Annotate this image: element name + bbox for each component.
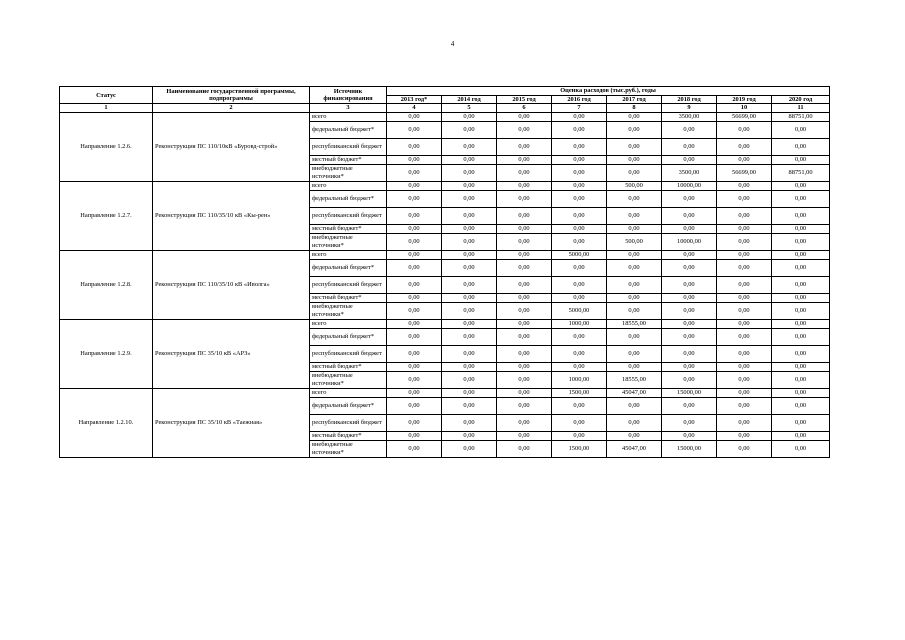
- header-source: Источник финансирования: [310, 87, 387, 104]
- expense-value: 10000,00: [662, 181, 717, 190]
- expense-value: 0,00: [607, 164, 662, 181]
- header-year: 2016 год: [552, 96, 607, 104]
- expense-value: 0,00: [662, 293, 717, 302]
- expense-value: 0,00: [717, 293, 772, 302]
- direction-name: Реконструкция ПС 35/10 кВ «АРЗ»: [153, 319, 310, 388]
- expense-value: 0,00: [772, 371, 830, 388]
- expense-value: 0,00: [387, 414, 442, 431]
- expense-value: 0,00: [552, 121, 607, 138]
- funding-source: местный бюджет*: [310, 293, 387, 302]
- expense-value: 0,00: [442, 397, 497, 414]
- expense-value: 0,00: [772, 302, 830, 319]
- expense-value: 0,00: [552, 233, 607, 250]
- expense-value: 0,00: [607, 259, 662, 276]
- expense-value: 0,00: [387, 207, 442, 224]
- column-number: 8: [607, 104, 662, 112]
- direction-status: Направление 1.2.6.: [60, 112, 153, 181]
- expense-value: 0,00: [717, 371, 772, 388]
- expense-value: 0,00: [497, 328, 552, 345]
- expense-value: 0,00: [607, 121, 662, 138]
- column-number: 10: [717, 104, 772, 112]
- expense-value: 0,00: [497, 138, 552, 155]
- expense-value: 0,00: [552, 414, 607, 431]
- expense-value: 0,00: [442, 250, 497, 259]
- expense-value: 0,00: [772, 431, 830, 440]
- direction-status: Направление 1.2.10.: [60, 388, 153, 457]
- expense-value: 0,00: [552, 293, 607, 302]
- expense-value: 0,00: [607, 276, 662, 293]
- expense-value: 0,00: [442, 190, 497, 207]
- expense-value: 0,00: [552, 190, 607, 207]
- table-row: [60, 388, 830, 397]
- header-status: Статус: [60, 87, 153, 104]
- table-row: [60, 112, 830, 121]
- expense-value: 0,00: [387, 181, 442, 190]
- expense-value: 0,00: [717, 155, 772, 164]
- expense-value: 0,00: [387, 121, 442, 138]
- expense-value: 0,00: [662, 121, 717, 138]
- expense-value: 0,00: [717, 397, 772, 414]
- expense-value: 0,00: [772, 207, 830, 224]
- expense-value: 0,00: [662, 190, 717, 207]
- column-number: 7: [552, 104, 607, 112]
- expense-value: 0,00: [772, 224, 830, 233]
- expense-value: 0,00: [387, 250, 442, 259]
- column-number: 9: [662, 104, 717, 112]
- expense-value: 0,00: [717, 388, 772, 397]
- expense-value: 0,00: [717, 233, 772, 250]
- funding-source: внебюджетные источники*: [310, 440, 387, 457]
- expense-value: 0,00: [442, 164, 497, 181]
- expense-value: 0,00: [717, 138, 772, 155]
- expense-value: 0,00: [607, 414, 662, 431]
- expense-value: 0,00: [607, 328, 662, 345]
- funding-source: местный бюджет*: [310, 431, 387, 440]
- expense-value: 1500,00: [552, 388, 607, 397]
- expense-value: 0,00: [442, 362, 497, 371]
- funding-source: федеральный бюджет*: [310, 121, 387, 138]
- expense-value: 56699,00: [717, 112, 772, 121]
- expense-value: 0,00: [552, 345, 607, 362]
- expense-value: 0,00: [442, 440, 497, 457]
- expense-value: 0,00: [717, 250, 772, 259]
- expense-value: 0,00: [552, 112, 607, 121]
- funding-source: всего: [310, 388, 387, 397]
- expense-value: 0,00: [662, 250, 717, 259]
- expense-value: 0,00: [607, 293, 662, 302]
- expense-value: 0,00: [497, 319, 552, 328]
- expense-value: 0,00: [497, 121, 552, 138]
- expense-value: 0,00: [607, 155, 662, 164]
- expense-value: 3500,00: [662, 164, 717, 181]
- direction-name: Реконструкция ПС 35/10 кВ «Таежная»: [153, 388, 310, 457]
- expense-value: 0,00: [772, 276, 830, 293]
- expense-value: 0,00: [387, 190, 442, 207]
- expense-value: 0,00: [662, 362, 717, 371]
- expense-value: 1000,00: [552, 319, 607, 328]
- funding-source: всего: [310, 319, 387, 328]
- expense-value: 0,00: [662, 207, 717, 224]
- table-row: [60, 250, 830, 259]
- expense-value: 0,00: [717, 207, 772, 224]
- expense-value: 0,00: [662, 371, 717, 388]
- expense-value: 0,00: [387, 164, 442, 181]
- expense-value: 0,00: [497, 371, 552, 388]
- expense-value: 0,00: [717, 121, 772, 138]
- expense-value: 0,00: [772, 345, 830, 362]
- page-number: 4: [450, 40, 455, 48]
- expense-value: 0,00: [552, 181, 607, 190]
- expense-value: 0,00: [387, 112, 442, 121]
- expense-value: 0,00: [442, 121, 497, 138]
- funding-source: республиканский бюджет: [310, 414, 387, 431]
- expense-value: 0,00: [662, 328, 717, 345]
- funding-source: всего: [310, 250, 387, 259]
- expense-value: 0,00: [717, 224, 772, 233]
- direction-name: Реконструкция ПС 110/35/10 кВ «Кы-рен»: [153, 181, 310, 250]
- expense-value: 0,00: [607, 112, 662, 121]
- expense-value: 0,00: [607, 207, 662, 224]
- expense-value: 0,00: [497, 362, 552, 371]
- expense-value: 1500,00: [552, 440, 607, 457]
- column-number: 3: [310, 104, 387, 112]
- funding-source: республиканский бюджет: [310, 345, 387, 362]
- expense-value: 0,00: [442, 302, 497, 319]
- expense-value: 10000,00: [662, 233, 717, 250]
- expense-value: 0,00: [662, 155, 717, 164]
- expense-value: 0,00: [717, 319, 772, 328]
- expense-value: 18555,00: [607, 319, 662, 328]
- expense-value: 0,00: [497, 440, 552, 457]
- expense-value: 0,00: [662, 276, 717, 293]
- expense-value: 0,00: [552, 259, 607, 276]
- expense-value: 88751,00: [772, 112, 830, 121]
- expense-value: 0,00: [442, 224, 497, 233]
- header-year: 2018 год: [662, 96, 717, 104]
- funding-source: федеральный бюджет*: [310, 259, 387, 276]
- expense-value: 0,00: [497, 345, 552, 362]
- expense-value: 0,00: [717, 440, 772, 457]
- column-number: 1: [60, 104, 153, 112]
- expense-value: 0,00: [387, 259, 442, 276]
- funding-source: республиканский бюджет: [310, 138, 387, 155]
- expense-value: 0,00: [772, 328, 830, 345]
- expense-value: 0,00: [717, 345, 772, 362]
- expense-value: 0,00: [387, 319, 442, 328]
- expense-value: 0,00: [387, 345, 442, 362]
- expense-value: 0,00: [442, 371, 497, 388]
- direction-status: Направление 1.2.8.: [60, 250, 153, 319]
- header-year: 2017 год: [607, 96, 662, 104]
- expense-value: 0,00: [717, 302, 772, 319]
- expense-value: 0,00: [662, 345, 717, 362]
- header-year: 2015 год: [497, 96, 552, 104]
- expense-value: 0,00: [497, 293, 552, 302]
- header-expenses: Оценка расходов (тыс.руб.), годы: [387, 87, 830, 96]
- funding-source: республиканский бюджет: [310, 276, 387, 293]
- expense-value: 0,00: [662, 414, 717, 431]
- expense-value: 0,00: [387, 293, 442, 302]
- column-number: 6: [497, 104, 552, 112]
- expense-value: 0,00: [497, 259, 552, 276]
- expense-value: 0,00: [552, 155, 607, 164]
- expense-value: 0,00: [497, 302, 552, 319]
- expense-value: 0,00: [607, 224, 662, 233]
- expense-value: 15000,00: [662, 440, 717, 457]
- header-program-name: Наименование государственной программы, подпрограммы: [153, 87, 310, 104]
- expense-value: 0,00: [442, 328, 497, 345]
- expense-value: 0,00: [442, 259, 497, 276]
- expense-value: 0,00: [772, 121, 830, 138]
- expense-value: 0,00: [717, 362, 772, 371]
- expense-value: 3500,00: [662, 112, 717, 121]
- expense-value: 0,00: [442, 414, 497, 431]
- direction-status: Направление 1.2.7.: [60, 181, 153, 250]
- expense-value: 0,00: [442, 207, 497, 224]
- expense-value: 0,00: [662, 138, 717, 155]
- expense-value: 0,00: [662, 224, 717, 233]
- expense-value: 0,00: [442, 112, 497, 121]
- funding-source: местный бюджет*: [310, 155, 387, 164]
- expense-value: 0,00: [662, 259, 717, 276]
- funding-source: федеральный бюджет*: [310, 190, 387, 207]
- direction-status: Направление 1.2.9.: [60, 319, 153, 388]
- expense-value: 0,00: [442, 233, 497, 250]
- expense-value: 0,00: [552, 328, 607, 345]
- expense-value: 0,00: [772, 138, 830, 155]
- expense-value: 0,00: [607, 362, 662, 371]
- expense-value: 0,00: [552, 431, 607, 440]
- funding-source: всего: [310, 181, 387, 190]
- expense-value: 0,00: [772, 362, 830, 371]
- expense-value: 0,00: [772, 388, 830, 397]
- expense-value: 0,00: [717, 414, 772, 431]
- expense-value: 0,00: [497, 250, 552, 259]
- column-number: 2: [153, 104, 310, 112]
- expense-value: 0,00: [442, 431, 497, 440]
- expense-value: 0,00: [607, 302, 662, 319]
- funding-source: федеральный бюджет*: [310, 397, 387, 414]
- header-year: 2013 год*: [387, 96, 442, 104]
- expense-value: 0,00: [717, 181, 772, 190]
- direction-name: Реконструкция ПС 110/10кВ «Буровд-строй»: [153, 112, 310, 181]
- direction-name: Реконструкция ПС 110/35/10 кВ «Иволга»: [153, 250, 310, 319]
- expense-value: 0,00: [662, 319, 717, 328]
- expense-value: 0,00: [662, 397, 717, 414]
- expense-value: 56699,00: [717, 164, 772, 181]
- expense-value: 0,00: [772, 397, 830, 414]
- expense-value: 0,00: [442, 181, 497, 190]
- expense-value: 0,00: [497, 224, 552, 233]
- expense-value: 0,00: [607, 190, 662, 207]
- expense-value: 0,00: [387, 138, 442, 155]
- expense-value: 5000,00: [552, 302, 607, 319]
- expense-value: 0,00: [772, 250, 830, 259]
- expense-value: 0,00: [552, 276, 607, 293]
- expense-value: 0,00: [497, 276, 552, 293]
- funding-source: местный бюджет*: [310, 362, 387, 371]
- expense-value: 0,00: [552, 207, 607, 224]
- expense-value: 0,00: [772, 233, 830, 250]
- expense-value: 0,00: [387, 440, 442, 457]
- expense-value: 0,00: [387, 371, 442, 388]
- column-number: 4: [387, 104, 442, 112]
- expense-value: 0,00: [387, 397, 442, 414]
- table-body: [60, 112, 830, 457]
- expense-value: 0,00: [772, 414, 830, 431]
- expense-value: 0,00: [717, 259, 772, 276]
- header-year: 2020 год: [772, 96, 830, 104]
- expense-value: 15000,00: [662, 388, 717, 397]
- expense-value: 0,00: [387, 431, 442, 440]
- expense-value: 45047,00: [607, 440, 662, 457]
- expense-value: 0,00: [607, 431, 662, 440]
- expense-value: 5000,00: [552, 250, 607, 259]
- funding-source: внебюджетные источники*: [310, 233, 387, 250]
- expense-value: 0,00: [442, 138, 497, 155]
- expense-value: 0,00: [552, 138, 607, 155]
- expense-value: 18555,00: [607, 371, 662, 388]
- expense-value: 1000,00: [552, 371, 607, 388]
- funding-source: местный бюджет*: [310, 224, 387, 233]
- expense-value: 0,00: [717, 190, 772, 207]
- expense-value: 0,00: [497, 155, 552, 164]
- expense-value: 0,00: [662, 302, 717, 319]
- expense-value: 0,00: [442, 319, 497, 328]
- expense-value: 500,00: [607, 233, 662, 250]
- expense-value: 0,00: [772, 181, 830, 190]
- expense-value: 0,00: [552, 164, 607, 181]
- expense-value: 0,00: [552, 397, 607, 414]
- expense-value: 0,00: [772, 190, 830, 207]
- expense-value: 45047,00: [607, 388, 662, 397]
- expense-value: 0,00: [497, 181, 552, 190]
- expense-value: 0,00: [552, 224, 607, 233]
- expense-value: 0,00: [497, 112, 552, 121]
- expense-value: 0,00: [772, 293, 830, 302]
- expense-value: 0,00: [497, 414, 552, 431]
- expense-value: 0,00: [387, 233, 442, 250]
- table-row: [60, 319, 830, 328]
- funding-source: внебюджетные источники*: [310, 164, 387, 181]
- expense-value: 0,00: [607, 397, 662, 414]
- expense-value: 0,00: [387, 388, 442, 397]
- expense-value: 0,00: [717, 276, 772, 293]
- expense-value: 0,00: [387, 224, 442, 233]
- expense-value: 0,00: [772, 440, 830, 457]
- expense-value: 0,00: [442, 345, 497, 362]
- expense-value: 0,00: [717, 431, 772, 440]
- expense-value: 0,00: [497, 207, 552, 224]
- expense-value: 0,00: [442, 388, 497, 397]
- funding-source: внебюджетные источники*: [310, 302, 387, 319]
- expense-value: 0,00: [772, 155, 830, 164]
- column-number: 5: [442, 104, 497, 112]
- expense-value: 0,00: [442, 293, 497, 302]
- expense-value: 0,00: [387, 328, 442, 345]
- expense-value: 0,00: [442, 155, 497, 164]
- expense-value: 0,00: [607, 345, 662, 362]
- expense-value: 0,00: [497, 388, 552, 397]
- expense-value: 88751,00: [772, 164, 830, 181]
- expense-value: 0,00: [387, 155, 442, 164]
- funding-source: всего: [310, 112, 387, 121]
- expense-value: 0,00: [772, 319, 830, 328]
- budget-table: [59, 86, 830, 458]
- expense-value: 0,00: [497, 190, 552, 207]
- funding-source: республиканский бюджет: [310, 207, 387, 224]
- expense-value: 0,00: [607, 138, 662, 155]
- expense-value: 0,00: [497, 431, 552, 440]
- expense-value: 0,00: [442, 276, 497, 293]
- expense-value: 0,00: [552, 362, 607, 371]
- expense-value: 0,00: [607, 250, 662, 259]
- expense-value: 0,00: [772, 259, 830, 276]
- expense-value: 0,00: [387, 302, 442, 319]
- expense-value: 0,00: [497, 233, 552, 250]
- header-year: 2019 год: [717, 96, 772, 104]
- expense-value: 0,00: [387, 362, 442, 371]
- expense-value: 0,00: [497, 397, 552, 414]
- expense-value: 0,00: [717, 328, 772, 345]
- funding-source: федеральный бюджет*: [310, 328, 387, 345]
- expense-value: 0,00: [387, 276, 442, 293]
- header-year: 2014 год: [442, 96, 497, 104]
- expense-value: 0,00: [662, 431, 717, 440]
- table-row: [60, 181, 830, 190]
- expense-value: 500,00: [607, 181, 662, 190]
- column-number: 11: [772, 104, 830, 112]
- expense-value: 0,00: [497, 164, 552, 181]
- funding-source: внебюджетные источники*: [310, 371, 387, 388]
